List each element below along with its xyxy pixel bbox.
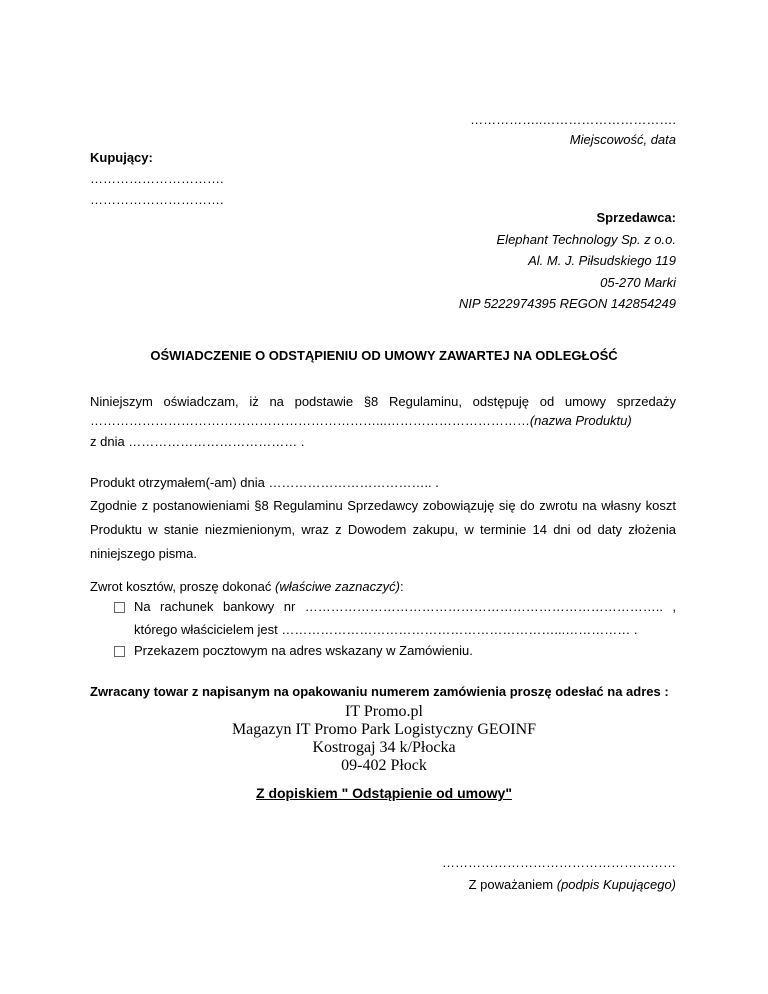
refund-intro-text: Zwrot kosztów, proszę dokonać	[90, 579, 275, 594]
buyer-label: Kupujący:	[90, 150, 153, 165]
declaration-line-1: Niniejszym oświadczam, iż na podstawie §8 Regulaminu, odstępuję od umowy sprzedaży	[90, 394, 676, 409]
return-warehouse: Magazyn IT Promo Park Logistyczny GEOINF	[231, 721, 537, 738]
document-title: OŚWIADCZENIE O ODSTĄPIENIU OD UMOWY ZAWARTEJ NA ODLEGŁOŚĆ	[150, 348, 618, 363]
seller-ids: NIP 5222974395 REGON 142854249	[458, 296, 676, 311]
return-instruction: Zwracany towar z napisanym na opakowaniu numerem zamówienia proszę odesłać na adres :	[90, 684, 669, 699]
refund-intro-italic: (właściwe zaznaczyć)	[274, 579, 400, 594]
refund-option-bank-line-1: Na rachunek bankowy nr ……………………………………………………………………….. ,	[134, 599, 676, 614]
product-name-label: (nazwa Produktu)	[529, 413, 632, 428]
refund-intro-end: :	[399, 579, 404, 594]
buyer-line-1: ………………………….	[90, 171, 224, 186]
seller-city: 05-270 Marki	[600, 275, 676, 290]
bank-transfer-checkbox[interactable]	[114, 602, 125, 613]
product-name-dots: …………………………………………………………...……………………………	[90, 413, 530, 428]
buyer-line-2: ………………………….	[90, 192, 224, 207]
seller-label: Sprzedawca:	[596, 210, 676, 225]
order-date-line: z dnia ………………………………… .	[90, 434, 305, 449]
signature-label	[469, 877, 676, 892]
postal-order-checkbox[interactable]	[114, 646, 125, 657]
return-company: IT Promo.pl	[345, 703, 423, 720]
refund-option-bank-line-2: którego właścicielem jest ………………………………………………………...…………… .	[134, 622, 638, 637]
seller-name: Elephant Technology Sp. z o.o.	[496, 232, 676, 247]
product-name-line	[90, 413, 632, 428]
place-date-label: Miejscowość, data	[569, 132, 676, 147]
refund-option-postal: Przekazem pocztowym na adres wskazany w Zamówieniu.	[134, 643, 473, 658]
place-date-dots: ……………..………………………….	[470, 112, 676, 127]
signature-dots: ………………………………………………	[442, 855, 676, 870]
signature-label-text: Z poważaniem	[468, 877, 557, 892]
return-street: Kostrogaj 34 k/Płocka	[312, 739, 456, 756]
refund-intro	[90, 579, 404, 594]
return-postal: 09-402 Płock	[341, 757, 427, 774]
return-note: Z dopiskiem " Odstąpienie od umowy"	[256, 785, 512, 801]
return-obligation-paragraph: Zgodnie z postanowieniami §8 Regulaminu Sprzedawcy zobowiązuję się do zwrotu na własny koszt Produktu w stanie niezmienionym, wraz z Dowodem zakupu, w terminie 14 dni od daty złożenia niniejszego pisma.	[90, 498, 676, 561]
signature-label-italic: (podpis Kupującego)	[556, 877, 676, 892]
received-date-line: Produkt otrzymałem(-am) dnia ……………………………….. .	[90, 475, 439, 490]
seller-street: Al. M. J. Piłsudskiego 119	[528, 253, 676, 268]
